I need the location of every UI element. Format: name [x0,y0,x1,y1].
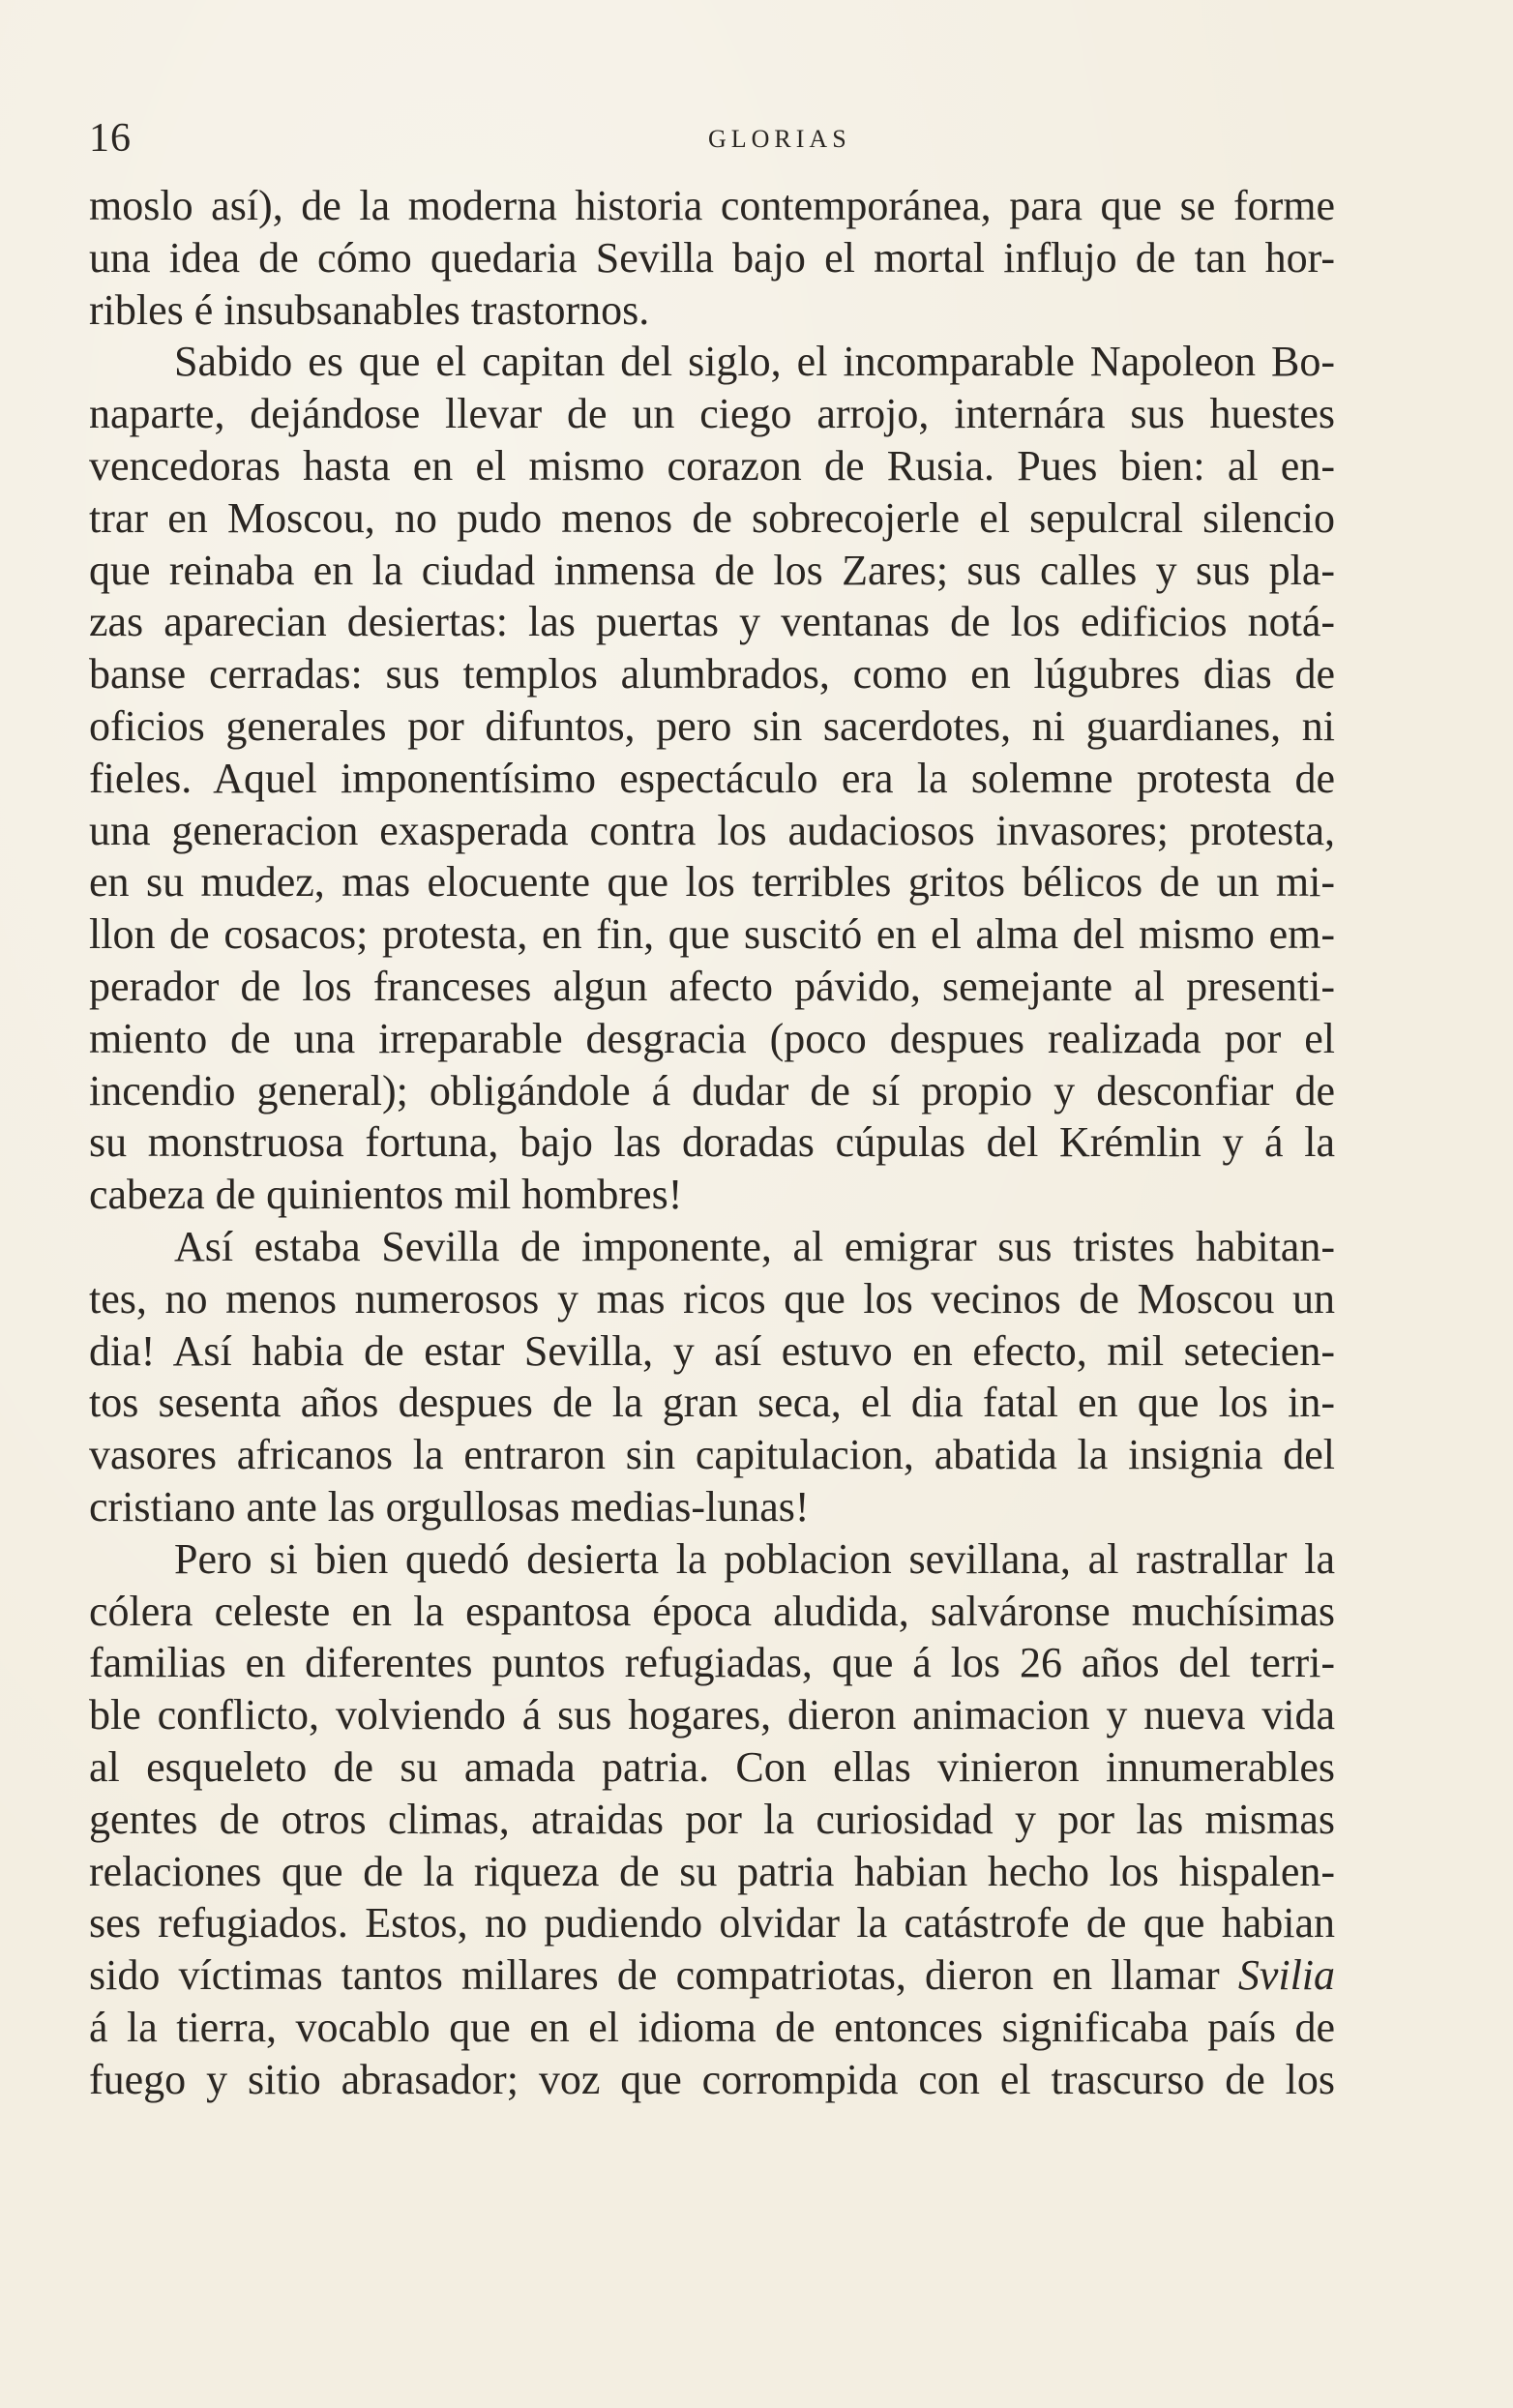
text-line: llon de cosacos; protesta, en fin, que suscitó en el alma del mismo em- [89,910,1335,959]
text-line: oficios generales por difuntos, pero sin sacerdotes, ni guardianes, ni [89,701,1335,750]
text-line: á la tierra, vocablo que en el idioma de entonces significaba país de [89,2003,1335,2051]
text-line: ble conflicto, volviendo á sus hogares, dieron animacion y nueva vida [89,1691,1335,1739]
text-line: gentes de otros climas, atraidas por la curiosidad y por las mismas [89,1795,1335,1843]
paragraph-start-line: Así estaba Sevilla de imponente, al emigrar sus tristes habitan- [174,1222,1335,1270]
text-line: cólera celeste en la espantosa época aludida, salváronse muchísimas [89,1587,1335,1635]
text-line: una generacion exasperada contra los audaciosos invasores; protesta, [89,806,1335,854]
body-text [89,180,1335,2105]
text-line: ses refugiados. Estos, no pudiendo olvidar la catástrofe de que habian [89,1899,1335,1947]
text-line: tos sesenta años despues de la gran seca, el dia fatal en que los in- [89,1379,1335,1427]
text-line: miento de una irreparable desgracia (poco despues realizada por el [89,1014,1335,1062]
text-line: naparte, dejándose llevar de un ciego arrojo, internára sus huestes [89,390,1335,438]
text-line-with-italic [89,1949,1335,2002]
text-line: tes, no menos numerosos y mas ricos que los vecinos de Moscou un [89,1274,1335,1323]
text-line: zas aparecian desiertas: las puertas y ventanas de los edificios notá- [89,598,1335,646]
text-line: vencedoras hasta en el mismo corazon de Rusia. Pues bien: al en- [89,441,1335,490]
text-line: su monstruosa fortuna, bajo las doradas cúpulas del Krémlin y á la [89,1118,1335,1167]
text-line: fieles. Aquel imponentísimo espectáculo era la solemne protesta de [89,754,1335,802]
text-line: en su mudez, mas elocuente que los terribles gritos bélicos de un mi- [89,858,1335,907]
text-line: ribles é insubsanables trastornos. [89,285,650,334]
running-head: GLORIAS [708,125,851,153]
text-line: relaciones que de la riqueza de su patria habian hecho los hispalen- [89,1847,1335,1895]
text-line-segment: sido víctimas tantos millares de compatriotas, dieron en llamar [89,1951,1220,2000]
text-line: familias en diferentes puntos refugiadas, que á los 26 años del terri- [89,1639,1335,1687]
text-line: una idea de cómo quedaria Sevilla bajo el mortal influjo de tan hor- [89,233,1335,282]
text-line: banse cerradas: sus templos alumbrados, como en lúgubres dias de [89,650,1335,699]
paragraph-start-line: Sabido es que el capitan del siglo, el incomparable Napoleon Bo- [174,338,1335,386]
text-line: trar en Moscou, no pudo menos de sobrecojerle el sepulcral silencio [89,493,1335,542]
text-line: al esqueleto de su amada patria. Con ellas vinieron innumerables [89,1742,1335,1791]
page-header [89,114,1335,163]
text-line: perador de los franceses algun afecto pávido, semejante al presenti- [89,962,1335,1010]
text-line: fuego y sitio abrasador; voz que corrompida con el trascurso de los [89,2055,1335,2103]
text-line: cabeza de quinientos mil hombres! [89,1171,683,1219]
paragraph-start-line: Pero si bien quedó desierta la poblacion sevillana, al rastrallar la [174,1534,1335,1583]
page-number: 16 [89,116,132,161]
italic-word: Svilia [1237,1951,1335,2000]
text-line: moslo así), de la moderna historia contemporánea, para que se forme [89,182,1335,229]
text-line: vasores africanos la entraron sin capitulacion, abatida la insignia del [89,1431,1335,1479]
text-line: dia! Así habia de estar Sevilla, y así estuvo en efecto, mil setecien- [89,1326,1335,1375]
text-line: incendio general); obligándole á dudar de sí propio y desconfiar de [89,1066,1335,1115]
text-line: cristiano ante las orgullosas medias-lunas! [89,1482,810,1531]
text-line: que reinaba en la ciudad inmensa de los Zares; sus calles y sus pla- [89,546,1335,594]
